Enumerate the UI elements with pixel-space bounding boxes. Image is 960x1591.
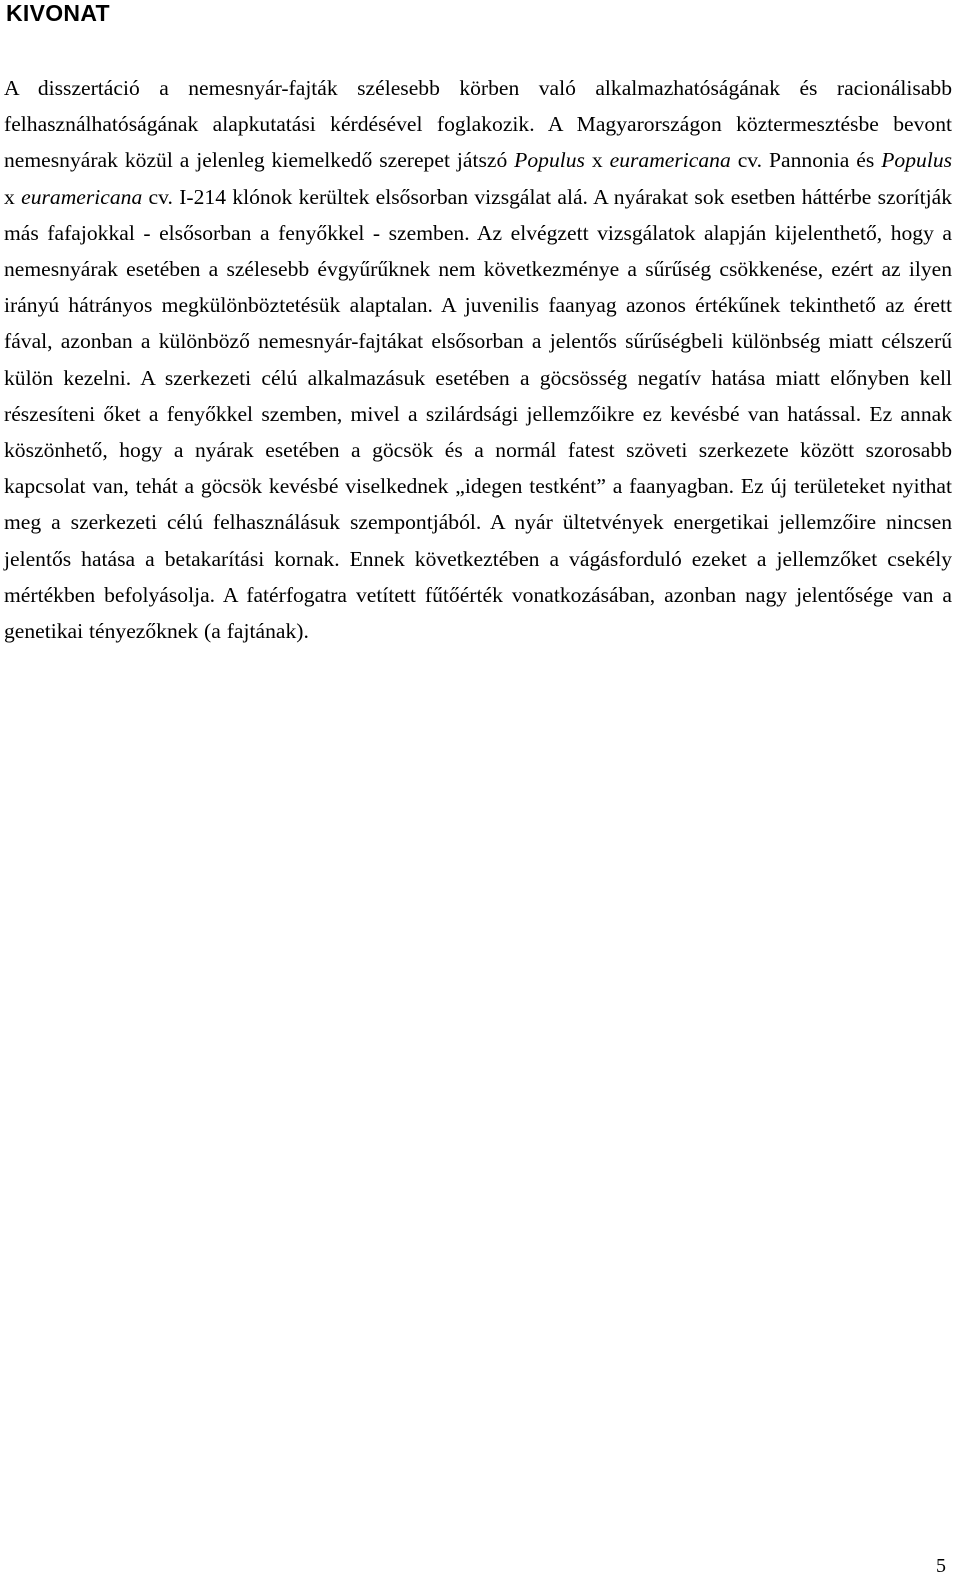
page-number: 5: [936, 1555, 946, 1577]
species-name: Populus: [881, 148, 953, 173]
section-heading: KIVONAT: [6, 0, 110, 26]
abstract-paragraph: [4, 70, 952, 649]
abstract-text: x: [584, 148, 610, 173]
abstract-text: A disszertáció a nemesnyár-fajták szélesebb körben való alkalmazhatóságának és racionálisabb felhasználhatóságának alapkutatási kérdésével foglakozik. A Magyarországon köztermesztésbe bevont nemesnyárak közül a jelenleg kiemelkedő szerepet játszó: [4, 76, 952, 173]
species-name: euramericana: [609, 148, 731, 173]
abstract-text: x: [4, 184, 22, 209]
abstract-text: cv. I-214 klónok kerültek elsősorban vizsgálat alá. A nyárakat sok esetben háttérbe szorítják más fafajokkal - elsősorban a fenyőkkel - szemben. Az elvégzett vizsgálatok alapján kijelenthető, hogy a nemesnyárak esetében a szélesebb évgyűrűknek nem következménye a sűrűség csökkenése, ezért az ilyen irányú hátrányos megkülönböztetésük alaptalan. A juvenilis faanyag azonos értékűnek tekinthető az érett fával, azonban a különböző nemesnyár-fajtákat elsősorban a jelentős sűrűségbeli különbség miatt célszerű külön kezelni. A szerkezeti célú alkalmazásuk esetében a göcsösség negatív hatása miatt előnyben kell részesíteni őket a fenyőkkel szemben, mivel a szilárdsági jellemzőikre ez kevésbé van hatással. Ez annak köszönhető, hogy a nyárak esetében a göcsök és a normál fatest szöveti szerkezete között szorosabb kapcsolat van, tehát a göcsök kevésbé viselkednek „idegen testként” a faanyagban. Ez új területeket nyithat meg a szerkezeti célú felhasználásuk szempontjából. A nyár ültetvények energetikai jellemzőire nincsen jelentős hatása a betakarítási kornak. Ennek következtében a vágásforduló ezeket a jellemzőket csekély mértékben befolyásolja. A fatérfogatra vetített fűtőérték vonatkozásában, azonban nagy jelentősége van a genetikai tényezőknek (a fajtának).: [4, 184, 952, 644]
abstract-text: cv. Pannonia és: [730, 148, 882, 173]
species-name: Populus: [514, 148, 585, 173]
species-name: euramericana: [21, 184, 143, 209]
